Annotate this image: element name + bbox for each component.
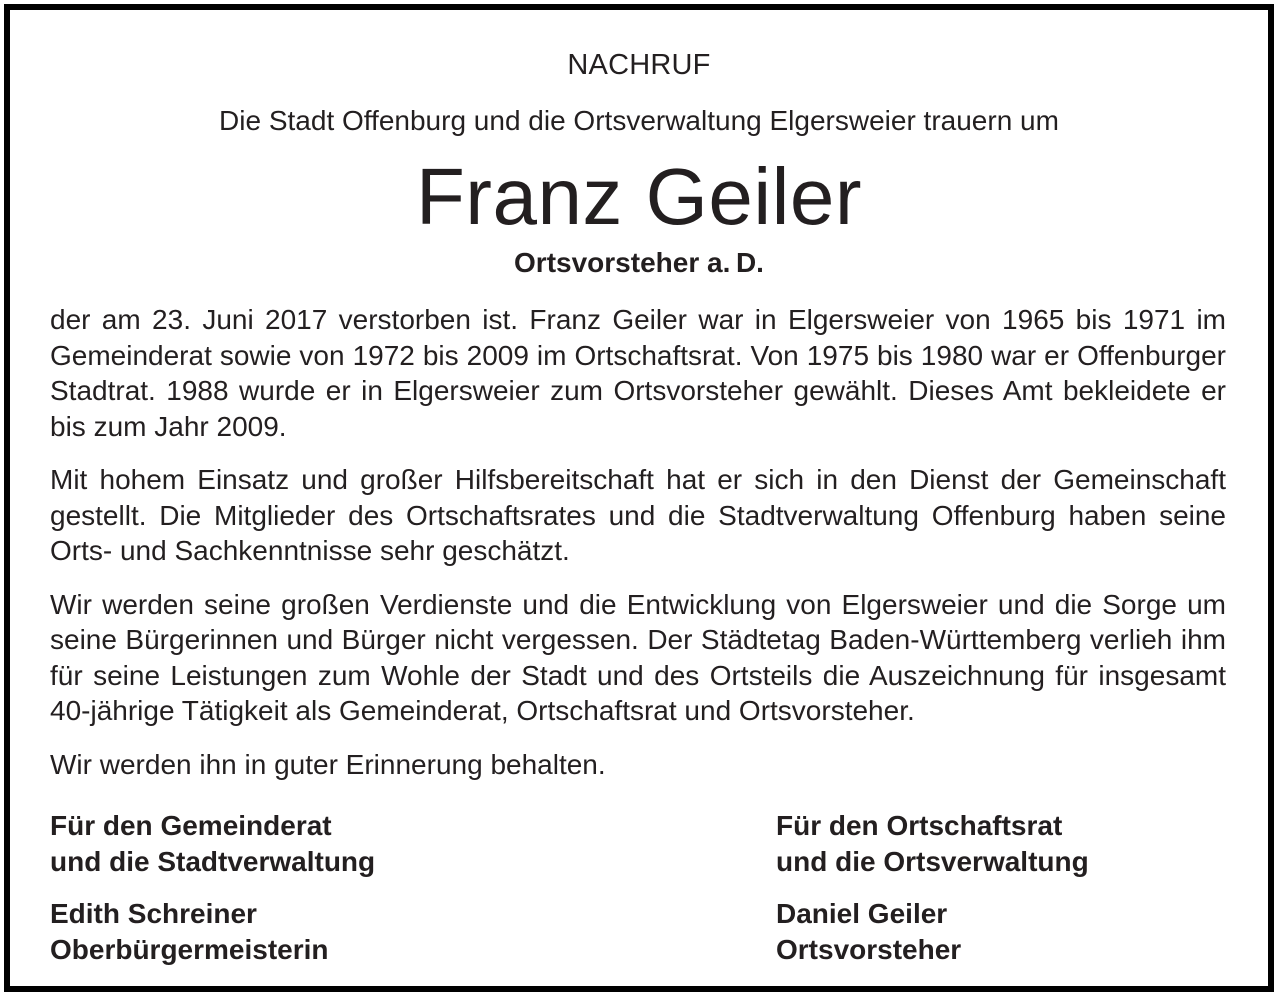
deceased-name: Franz Geiler bbox=[415, 152, 863, 241]
signatory-name: Daniel Geiler bbox=[776, 898, 948, 929]
signature-group-line: Für den Gemeinderat bbox=[50, 810, 332, 841]
signature-right bbox=[776, 808, 1280, 968]
closing-line: Wir werden ihn in guter Erinnerung behalten. bbox=[50, 748, 606, 780]
notice-heading: NACHRUF bbox=[567, 49, 711, 81]
signatory-name: Edith Schreiner bbox=[50, 898, 257, 929]
signature-group-line: und die Stadtverwaltung bbox=[50, 846, 376, 877]
notice-body bbox=[50, 302, 1226, 782]
body-paragraph: Wir werden seine großen Verdienste und die Entwicklung von Elgersweier und die Sorge um seine Bürgerinnen und Bürger nicht vergessen. Der Städtetag Baden-Württemberg verlieh ihm für seine Leistungen zum Wohle der Stadt und des Ortsteils die Auszeichnung für insgesamt 40-jährige Tätigkeit als Gemeinderat, Ortschaftsrat und Ortsvorsteher. bbox=[50, 588, 1226, 726]
intro-line: Die Stadt Offenburg und die Ortsverwaltung Elgersweier trauern um bbox=[219, 105, 1059, 136]
signatory-role: Ortsvorsteher bbox=[776, 934, 962, 965]
signature-group-line: Für den Ortschaftsrat bbox=[776, 810, 1063, 841]
body-paragraph: der am 23. Juni 2017 verstorben ist. Franz Geiler war in Elgersweier von 1965 bis 1971 im Gemeinderat sowie von 1972 bis 2009 im Ortschaftsrat. Von 1975 bis 1980 war er Offenburger Stadtrat. 1988 wurde er in Elgersweier zum Ortsvorsteher gewählt. Dieses Amt bekleidete er bis zum Jahr 2009. bbox=[50, 304, 1226, 442]
signature-group-line: und die Ortsverwaltung bbox=[776, 846, 1089, 877]
body-paragraph: Mit hohem Einsatz und großer Hilfsbereitschaft hat er sich in den Dienst der Gemeinschaft gestellt. Die Mitglieder des Ortschaftsrates und die Stadtverwaltung Offenburg haben seine Orts- und Sachkenntnisse sehr geschätzt. bbox=[50, 464, 1226, 566]
signatory-role: Oberbürgermeisterin bbox=[50, 934, 329, 965]
signature-left bbox=[50, 808, 570, 968]
deceased-title: Ortsvorsteher a. D. bbox=[514, 247, 764, 278]
obituary-notice bbox=[4, 4, 1274, 992]
